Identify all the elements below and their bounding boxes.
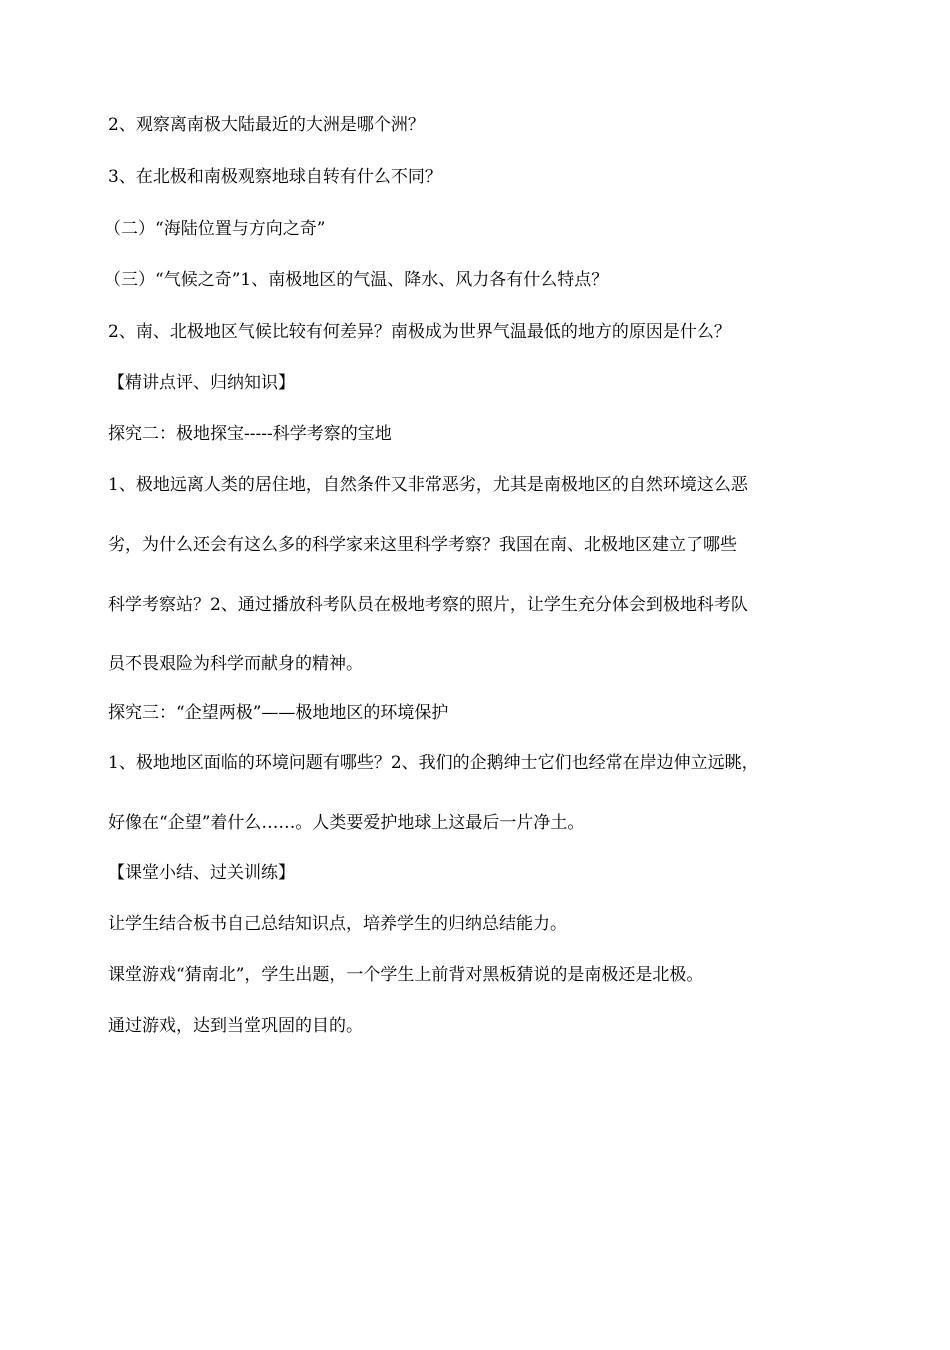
question-earth-rotation: 3、在北极和南极观察地球自转有什么不同？ <box>108 167 442 187</box>
paragraph-explore-two-line-4: 员不畏艰险为科学而献身的精神。 <box>108 654 363 674</box>
paragraph-explore-three-line-2: 好像在“企望”着什么……。人类要爱护地球上这最后一片净土。 <box>108 813 585 833</box>
paragraph-explore-two-line-3: 科学考察站？2、通过播放科考队员在极地考察的照片，让学生充分体会到极地科考队 <box>108 595 748 615</box>
section-sea-land-position: （二）“海陆位置与方向之奇” <box>104 219 326 239</box>
paragraph-explore-two-line-1: 1、极地远离人类的居住地，自然条件又非常恶劣，尤其是南极地区的自然环境这么恶 <box>108 475 748 495</box>
question-climate-difference: 2、南、北极地区气候比较有何差异？南极成为世界气温最低的地方的原因是什么？ <box>108 322 731 342</box>
question-nearest-continent: 2、观察离南极大陆最近的大洲是哪个洲？ <box>108 115 425 135</box>
summary-line-3: 通过游戏，达到当堂巩固的目的。 <box>108 1016 363 1036</box>
heading-explore-three: 探究三：“企望两极”——极地地区的环境保护 <box>108 703 449 723</box>
heading-explore-two: 探究二：极地探宝-----科学考察的宝地 <box>108 424 392 444</box>
section-climate: （三）“气候之奇”1、南极地区的气温、降水、风力各有什么特点？ <box>104 270 609 290</box>
summary-line-1: 让学生结合板书自己总结知识点，培养学生的归纳总结能力。 <box>108 914 567 934</box>
summary-line-2: 课堂游戏“猜南北”，学生出题，一个学生上前背对黑板猜说的是南极还是北极。 <box>108 965 704 985</box>
paragraph-explore-three-line-1: 1、极地地区面临的环境问题有哪些？2、我们的企鹅绅士它们也经常在岸边伸立远眺， <box>108 753 759 773</box>
heading-class-summary: 【课堂小结、过关训练】 <box>108 863 295 883</box>
heading-explain-summarize: 【精讲点评、归纳知识】 <box>108 373 295 393</box>
paragraph-explore-two-line-2: 劣，为什么还会有这么多的科学家来这里科学考察？我国在南、北极地区建立了哪些 <box>108 535 737 555</box>
